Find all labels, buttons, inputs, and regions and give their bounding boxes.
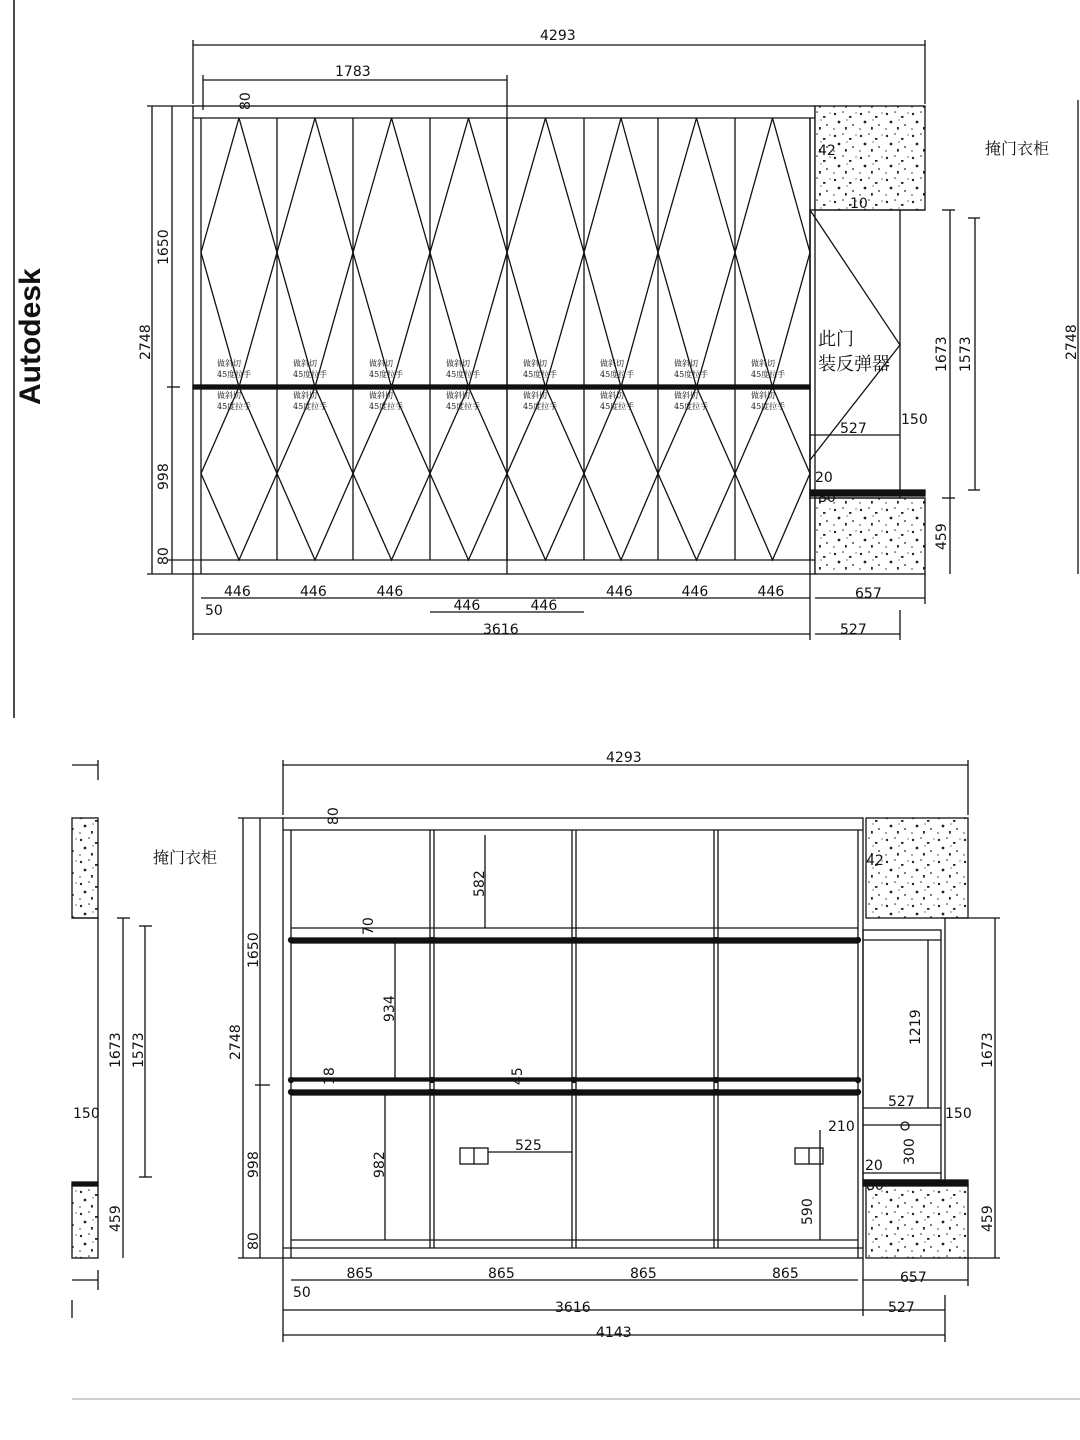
left-concrete-top	[72, 818, 98, 918]
bot-dim-left-150: 150	[73, 1106, 100, 1122]
top-dim-lower: 998	[156, 463, 172, 490]
bot-dim-top-trim: 80	[326, 807, 342, 825]
shelf-pin	[572, 1078, 577, 1083]
door-panel	[507, 118, 584, 560]
handle-note: 做斜切	[674, 391, 698, 400]
door-width-label: 446	[300, 584, 327, 600]
bot-dim-overall: 4143	[596, 1325, 632, 1341]
bot-dim-shelf-18: 18	[322, 1067, 338, 1085]
bot-dim-total: 4293	[606, 750, 642, 766]
top-dim-upper: 1650	[156, 229, 172, 265]
bot-dim-side-80: 80	[866, 1178, 884, 1194]
shelf-pin	[289, 1090, 294, 1095]
shelf-pin	[572, 938, 577, 943]
handle-note: 做斜切	[523, 359, 547, 368]
left-concrete-bottom	[72, 1185, 98, 1258]
shelf-pin	[430, 1090, 435, 1095]
top-dim-side-h2: 1573	[958, 336, 974, 372]
top-dim-side-h1: 1673	[934, 336, 950, 372]
shelf-pin	[856, 1078, 861, 1083]
handle-note: 45度拉手	[600, 370, 635, 379]
door-panels	[201, 118, 810, 560]
handle-note: 做斜切	[217, 359, 241, 368]
door-panel	[584, 118, 658, 560]
handle-note: 45度拉手	[217, 370, 252, 379]
bot-dim-side-1673: 1673	[980, 1032, 996, 1068]
handle-note: 做斜切	[446, 391, 470, 400]
handle-note: 做斜切	[751, 391, 775, 400]
bot-dim-drawer-height: 590	[800, 1198, 816, 1225]
brand-label: Autodesk	[14, 268, 47, 405]
bay-divider	[714, 830, 718, 1248]
concrete-bottom-right	[815, 498, 925, 574]
handle-note: 45度拉手	[293, 402, 328, 411]
top-dim-side-bottom: 459	[934, 523, 950, 550]
door-width-label: 446	[757, 584, 785, 600]
bay-width-label: 865	[346, 1266, 374, 1282]
top-dim-height: 2748	[138, 324, 154, 360]
shelf-pin	[430, 938, 435, 943]
shelf-pin	[289, 938, 294, 943]
handle-note: 45度拉手	[674, 370, 709, 379]
handle-note: 做斜切	[600, 359, 624, 368]
middle-rail	[193, 385, 810, 389]
door-width-label: 446	[376, 584, 404, 600]
door-panel	[201, 118, 277, 560]
bot-dim-shelf-gap: 582	[472, 870, 488, 897]
bot-dim-side-300: 300	[902, 1138, 918, 1165]
bottom-label: 掩门衣柜	[153, 848, 218, 867]
top-door-note-1: 此门	[818, 329, 854, 350]
bay-width-label: 865	[772, 1266, 799, 1282]
shelf-pin	[714, 1090, 719, 1095]
bottom-concrete-bottom	[866, 1185, 968, 1258]
top-dim-side-width: 657	[855, 586, 882, 602]
bay-width-label: 865	[488, 1266, 515, 1282]
top-door-width-labels	[224, 584, 784, 614]
handle-note: 45度拉手	[751, 370, 786, 379]
bot-dim-hanging-upper: 934	[382, 995, 398, 1022]
bot-dim-shelf-70: 70	[361, 917, 377, 935]
bot-dim-side-527: 527	[888, 1094, 915, 1110]
handle-note: 做斜切	[674, 359, 698, 368]
shelf-pin	[572, 1090, 577, 1095]
handle-note: 45度拉手	[369, 370, 404, 379]
bay-divider	[572, 830, 576, 1248]
top-dim-cabinet-width: 3616	[483, 622, 519, 638]
handle-note: 45度拉手	[293, 370, 328, 379]
bay-dividers	[289, 830, 861, 1248]
handle-note: 45度拉手	[674, 402, 709, 411]
shelf-pin	[430, 1078, 435, 1083]
handle-note: 45度拉手	[446, 370, 481, 379]
handle-note: 做斜切	[369, 359, 393, 368]
handle-note: 做斜切	[217, 391, 241, 400]
door-width-label: 446	[224, 584, 251, 600]
shelf-pin	[289, 1078, 294, 1083]
shelf-pin	[856, 1090, 861, 1095]
bot-dim-side-20: 20	[865, 1158, 883, 1174]
bot-dim-side-width: 657	[900, 1270, 927, 1286]
bot-dim-side-42: 42	[866, 853, 884, 869]
bay-width-label: 865	[630, 1266, 657, 1282]
bot-dim-side-459: 459	[980, 1205, 996, 1232]
top-label: 掩门衣柜	[985, 139, 1050, 158]
door-panel	[277, 118, 353, 560]
handle-note: 做斜切	[446, 359, 470, 368]
bot-dim-side-1219: 1219	[908, 1009, 924, 1045]
door-width-label: 446	[453, 598, 481, 614]
bot-dim-drawer-spacing: 525	[515, 1138, 542, 1154]
door-panel	[658, 118, 735, 560]
top-dim-gap-80: 80	[818, 490, 836, 506]
top-dim-base: 80	[156, 547, 172, 565]
bot-dim-hanging-lower: 982	[372, 1151, 388, 1178]
top-dim-gap-20: 20	[815, 470, 833, 486]
handle-note: 45度拉手	[217, 402, 252, 411]
handle-note: 45度拉手	[369, 402, 404, 411]
shelf-pin	[714, 1078, 719, 1083]
handle-note: 45度拉手	[751, 402, 786, 411]
handle-note: 45度拉手	[523, 402, 558, 411]
handle-note: 45度拉手	[600, 402, 635, 411]
handle-note: 45度拉手	[523, 370, 558, 379]
bot-dim-lower: 998	[246, 1151, 262, 1178]
bot-dim-side-210: 210	[828, 1119, 855, 1135]
handle-note: 做斜切	[293, 391, 317, 400]
top-dim-total: 4293	[540, 28, 576, 44]
handle-note: 45度拉手	[446, 402, 481, 411]
bot-dim-base: 80	[246, 1232, 262, 1250]
bot-dim-side-inner: 527	[888, 1300, 915, 1316]
top-dim-gap-42: 42	[818, 143, 836, 159]
bot-dim-left-1573: 1573	[131, 1032, 147, 1068]
shelf-pin	[714, 938, 719, 943]
top-dim-side-inner: 527	[840, 622, 867, 638]
handle-note: 做斜切	[751, 359, 775, 368]
door-panel	[353, 118, 430, 560]
handle-note: 做斜切	[523, 391, 547, 400]
door-width-label: 446	[681, 584, 709, 600]
door-width-label: 446	[606, 584, 633, 600]
top-door-note-2: 装反弹器	[818, 354, 890, 375]
door-panel	[735, 118, 810, 560]
top-dim-left-span: 1783	[335, 64, 371, 80]
top-dim-offset: 50	[205, 603, 223, 619]
bay-divider	[430, 830, 434, 1248]
top-dim-gap-150: 150	[901, 412, 928, 428]
handle-note: 做斜切	[600, 391, 624, 400]
bot-dim-upper: 1650	[246, 932, 262, 968]
handle-note: 做斜切	[293, 359, 317, 368]
top-dim-gap-10: 10	[850, 196, 868, 212]
bot-dim-shelf-45: 45	[510, 1067, 526, 1085]
bot-dim-height: 2748	[228, 1024, 244, 1060]
top-dim-side-opening: 527	[840, 421, 867, 437]
handle-note: 做斜切	[369, 391, 393, 400]
shelf-pin	[856, 938, 861, 943]
bot-dim-left-459: 459	[108, 1205, 124, 1232]
bottom-cabinet-outline	[283, 818, 863, 1258]
door-width-label: 446	[530, 598, 558, 614]
door-panel	[430, 118, 507, 560]
bot-dim-side-150: 150	[945, 1106, 972, 1122]
top-dim-height-right: 2748	[1064, 324, 1080, 360]
bot-dim-offset: 50	[293, 1285, 311, 1301]
bot-dim-left-1673: 1673	[108, 1032, 124, 1068]
top-dim-top-trim: 80	[238, 92, 254, 110]
bot-dim-cabinet-width: 3616	[555, 1300, 591, 1316]
